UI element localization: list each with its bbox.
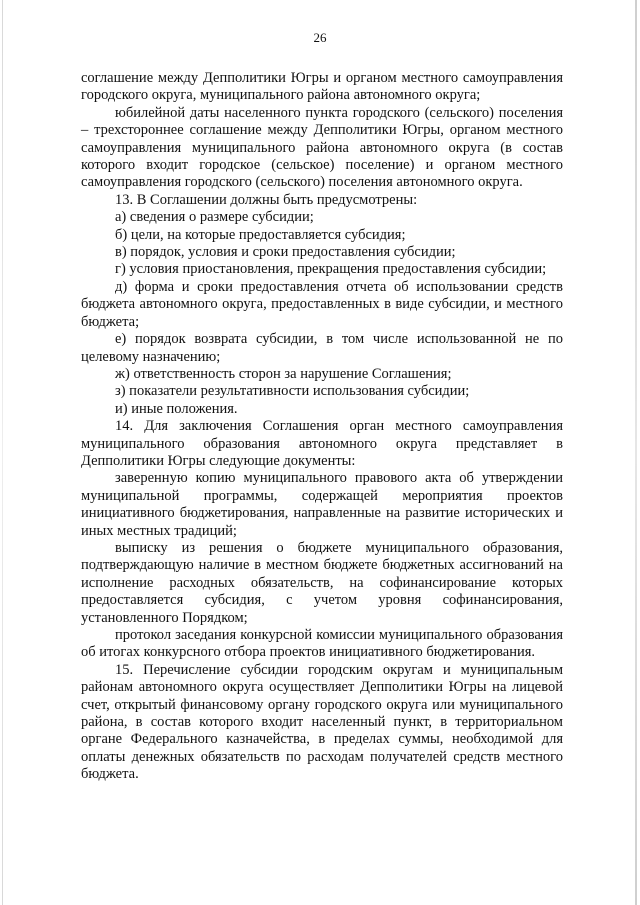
document-body <box>81 70 563 784</box>
paragraph: и) иные положения. <box>115 400 238 417</box>
scan-edge-left <box>2 0 3 905</box>
paragraph: д) форма и сроки предоставления отчета об использовании средств бюджета автономного округа, предоставленных в виде субсидии, и местного бюджета; <box>81 278 563 330</box>
paragraph: б) цели, на которые предоставляется субсидия; <box>115 226 406 243</box>
paragraph: а) сведения о размере субсидии; <box>115 209 314 226</box>
paragraph: протокол заседания конкурсной комиссии муниципального образования об итогах конкурсного отбора проектов инициативного бюджетирования. <box>81 627 563 661</box>
paragraph: юбилейной даты населенного пункта городского (сельского) поселения – трехстороннее соглашение между Депполитики Югры, органом местного самоуправления муниципального района автономного округа (в состав которого входит городское (сельское) поселение) и органом местного самоуправления городского (сельского) поселения автономного округа. <box>81 104 563 191</box>
paragraph: в) порядок, условия и сроки предоставления субсидии; <box>115 244 456 261</box>
paragraph: г) условия приостановления, прекращения предоставления субсидии; <box>115 261 547 278</box>
paragraph: 14. Для заключения Соглашения орган местного самоуправления муниципального образования автономного округа представляет в Депполитики Югры следующие документы: <box>81 418 563 469</box>
paragraph: 13. В Соглашении должны быть предусмотрены: <box>115 191 418 208</box>
paragraph: е) порядок возврата субсидии, в том числе использованной не по целевому назначению; <box>81 331 563 365</box>
paragraph: заверенную копию муниципального правового акта об утверждении муниципальной программы, содержащей мероприятия проектов инициативного бюджетирования, направленные на развитие исторических и иных местных традиций; <box>81 470 563 539</box>
page-number: 26 <box>313 30 327 45</box>
paragraph: 15. Перечисление субсидии городским округам и муниципальным районам автономного округа осуществляет Депполитики Югры на лицевой счет, открытый финансовому органу городского округа или муниципального района, в состав которого входит населенный пункт, в территориальном органе Федерального казначейства, в пределах суммы, необходимой для оплаты денежных обязательств по расходам получателей средств местного бюджета. <box>81 661 563 783</box>
scan-edge-right <box>635 0 637 905</box>
paragraph: выписку из решения о бюджете муниципального образования, подтверждающую наличие в местном бюджете бюджетных ассигнований на исполнение расходных обязательств, на софинансирование которых предоставляется субсидия, с учетом уровня софинансирования, установленного Порядком; <box>81 539 563 626</box>
paragraph: з) показатели результативности использования субсидии; <box>115 383 470 400</box>
paragraph: соглашение между Депполитики Югры и органом местного самоуправления городского округа, муниципального района автономного округа; <box>81 70 563 104</box>
paragraph: ж) ответственность сторон за нарушение Соглашения; <box>115 365 452 382</box>
